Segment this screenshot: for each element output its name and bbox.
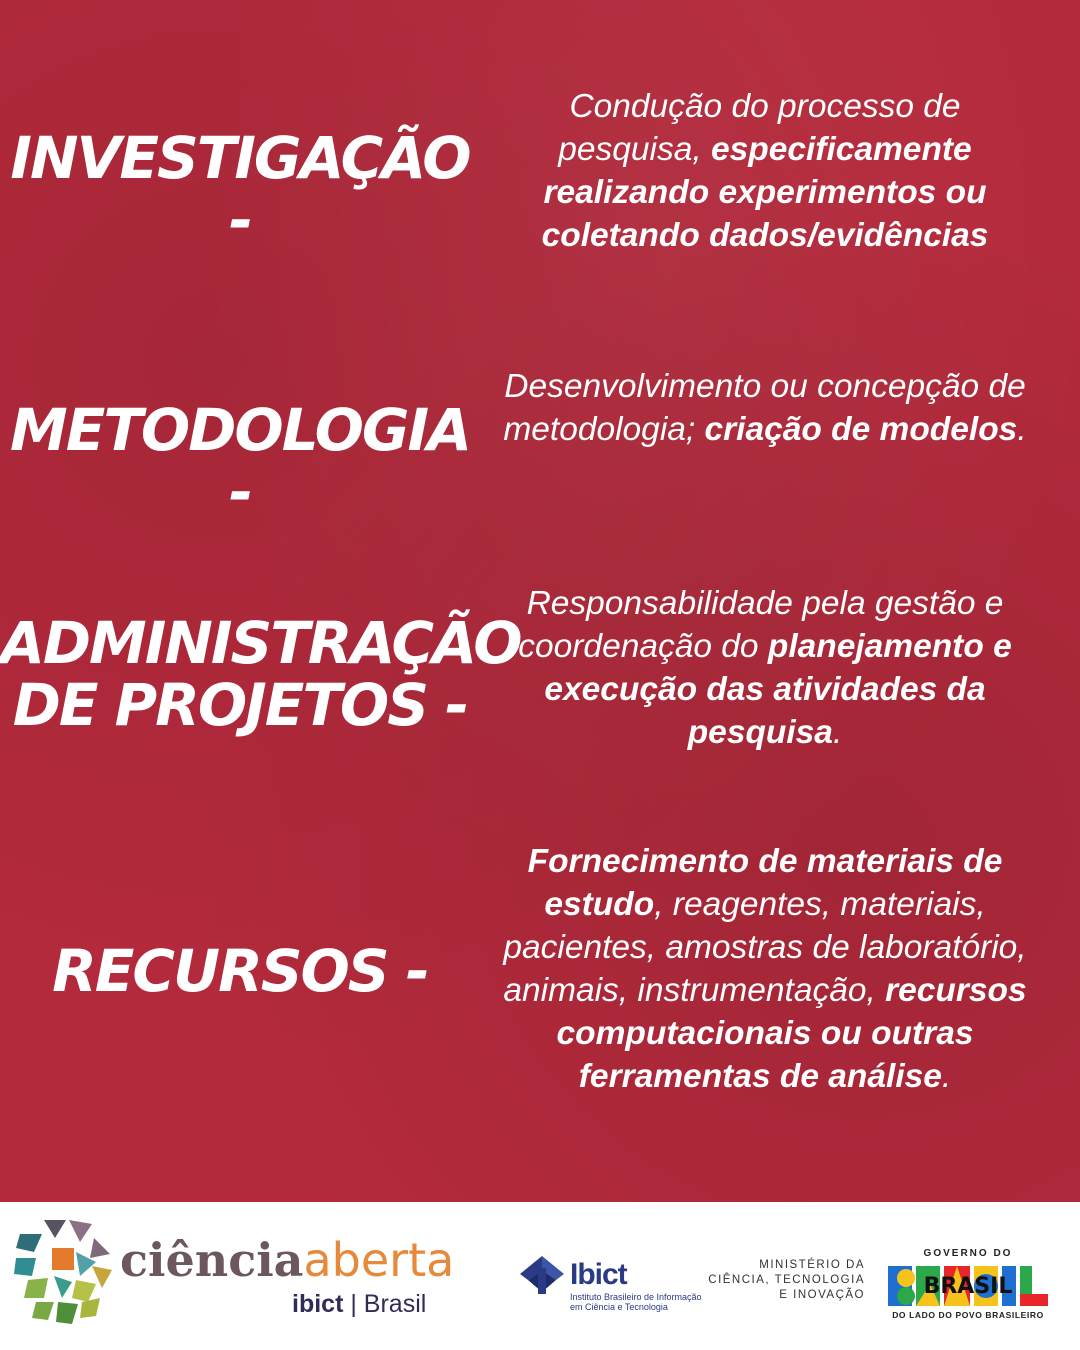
- desc-bold-text: criação de modelos: [704, 411, 1018, 448]
- desc-text: Condução do processo de pesquisa,: [558, 88, 961, 168]
- desc-text: , reagentes, materiais, pacientes, amostras de laboratório, animais, instrumentação,: [503, 886, 1027, 1009]
- desc-text: Responsabilidade pela gestão e coordenação do: [518, 585, 1004, 665]
- governo-brasil-wordmark-icon: [886, 1264, 1050, 1308]
- term-line: DE PROJETOS -: [12, 671, 468, 739]
- wordmark-part1: ciência: [120, 1233, 304, 1287]
- desc-investigacao: [500, 85, 1030, 257]
- governo-bottom-text: DO LADO DO POVO BRASILEIRO: [892, 1310, 1044, 1320]
- ibict-wordmark: Ibict: [570, 1258, 627, 1291]
- desc-bold-text: especificamente realizando experimentos ou coletando dados/evidências: [541, 131, 989, 254]
- ciencia-aberta-logo-icon: [14, 1218, 114, 1328]
- subtitle-ibict: ibict: [292, 1290, 344, 1318]
- ibict-tagline-2: em Ciência e Tecnologia: [570, 1302, 668, 1312]
- governo-top-text: GOVERNO DO: [923, 1248, 1013, 1259]
- desc-text: .: [1017, 411, 1027, 448]
- desc-metodologia: [500, 365, 1030, 451]
- ministerio-logo: [690, 1258, 865, 1303]
- desc-bold-text: Fornecimento de materiais de estudo: [527, 843, 1003, 923]
- subtitle-brasil: Brasil: [363, 1290, 427, 1318]
- ministerio-line-1: MINISTÉRIO DA: [759, 1259, 865, 1271]
- term-metodologia: METODOLOGIA -: [10, 396, 470, 526]
- term-recursos: RECURSOS -: [52, 937, 428, 1005]
- term-line: ADMINISTRAÇÃO: [0, 609, 521, 677]
- ibict-tagline-1: Instituto Brasileiro de Informação: [570, 1292, 702, 1302]
- desc-administracao: [500, 582, 1030, 754]
- subtitle-separator: |: [343, 1290, 364, 1318]
- desc-bold-text: recursos computacionais ou outras ferramentas de análise: [556, 972, 1027, 1095]
- term-administracao: [0, 609, 521, 739]
- term-investigacao: INVESTIGAÇÃO -: [10, 124, 470, 254]
- ibict-logo-icon: [516, 1252, 568, 1296]
- desc-text: .: [832, 714, 843, 751]
- desc-recursos: [500, 840, 1030, 1098]
- footer: [0, 1202, 1080, 1350]
- ciencia-aberta-wordmark: [120, 1233, 455, 1287]
- ministerio-line-3: E INOVAÇÃO: [779, 1289, 865, 1301]
- ministerio-line-2: CIÊNCIA, TECNOLOGIA: [708, 1274, 865, 1286]
- governo-word: BRASIL: [923, 1274, 1013, 1299]
- desc-bold-text: planejamento e execução das atividades da pesquisa: [544, 628, 1012, 751]
- desc-text: .: [941, 1058, 952, 1095]
- ciencia-aberta-subtitle: [292, 1290, 426, 1319]
- wordmark-part2: aberta: [303, 1233, 455, 1287]
- desc-text: Desenvolvimento ou concepção de metodologia;: [503, 368, 1026, 448]
